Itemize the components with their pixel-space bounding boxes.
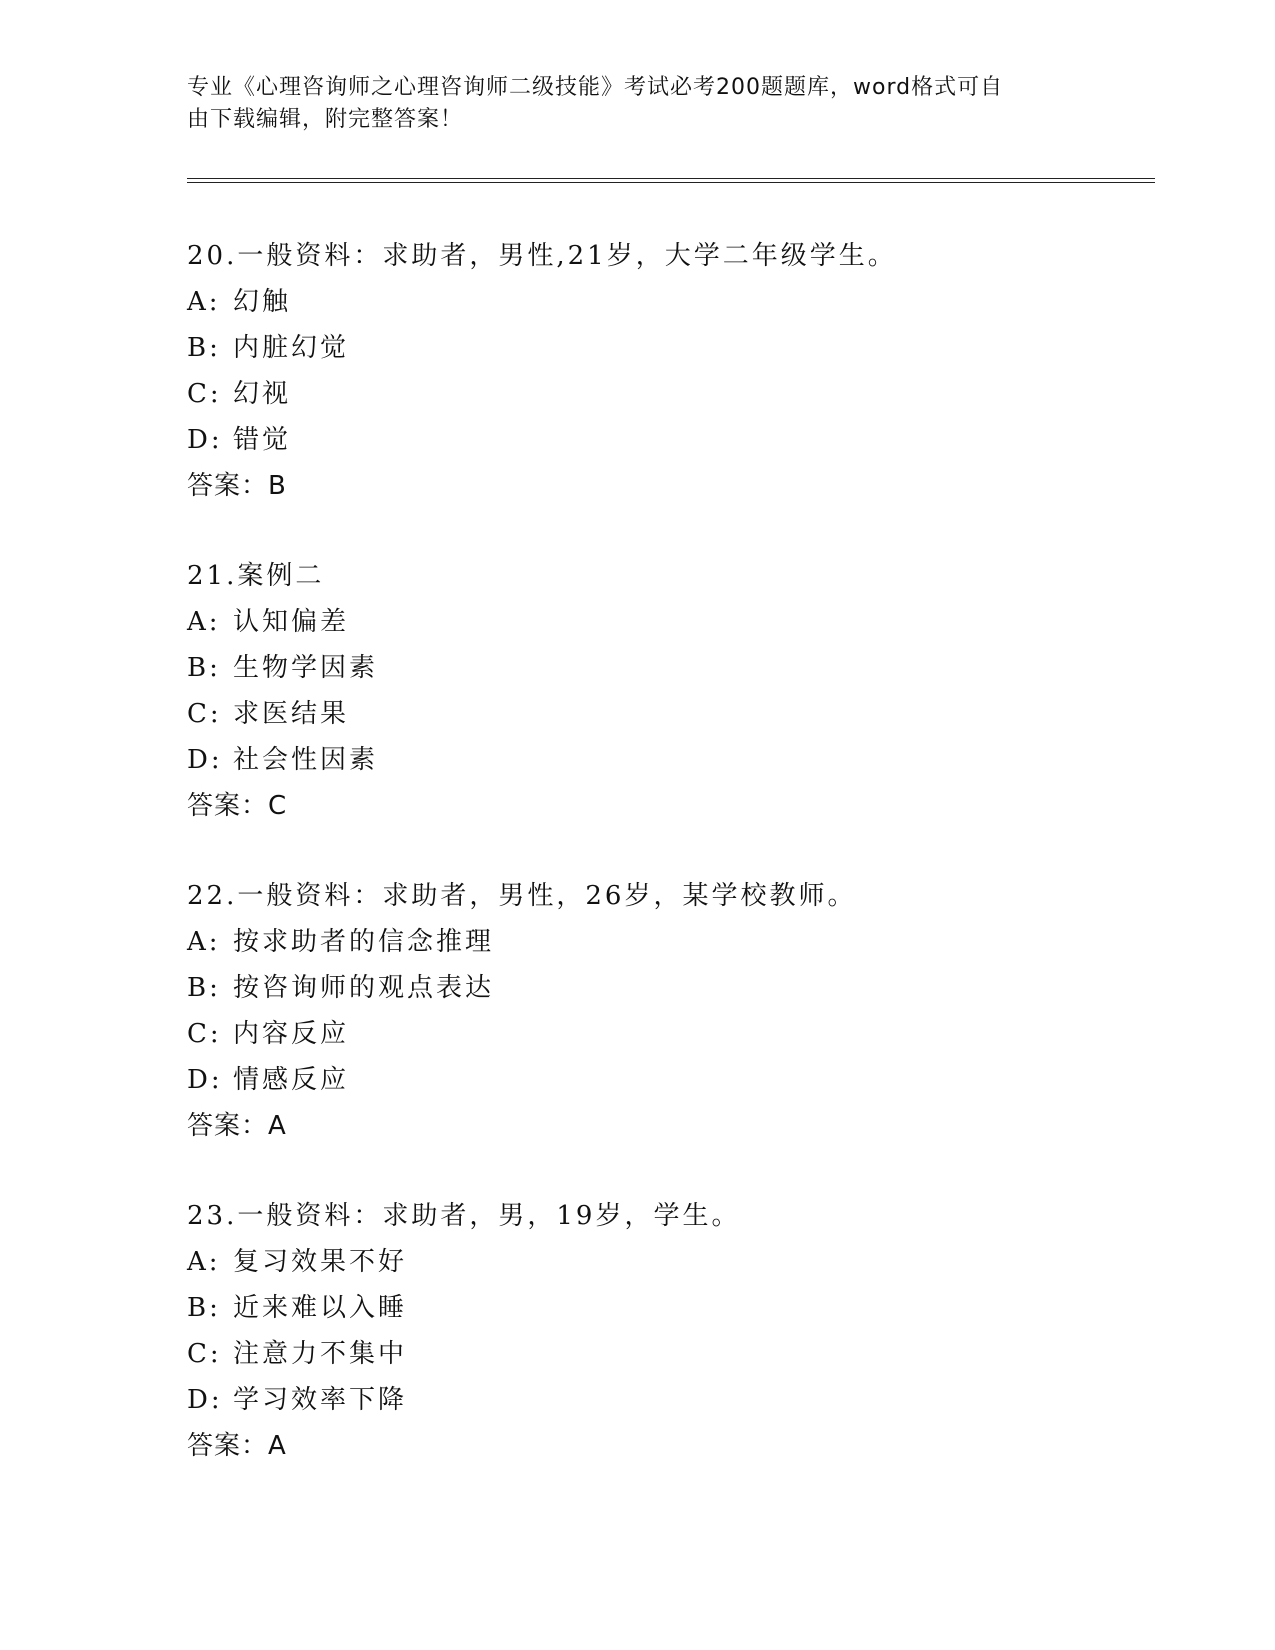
option-text: 认知偏差 <box>233 607 350 637</box>
option-text: 情感反应 <box>233 1065 350 1095</box>
question-number: 21. <box>187 561 238 591</box>
option-key: C: <box>187 1339 222 1369</box>
question-text: 一般资料：求助者，男性,21岁，大学二年级学生。 <box>237 241 897 271</box>
header-line-1: 专业《心理咨询师之心理咨询师二级技能》考试必考200题题库，word格式可自 <box>187 75 1004 100</box>
question-text: 一般资料：求助者，男，19岁，学生。 <box>237 1201 741 1231</box>
option-c <box>187 371 1147 417</box>
option-c <box>187 691 1147 737</box>
answer: 答案：A <box>187 1111 287 1141</box>
answer: 答案：A <box>187 1431 287 1461</box>
option-key: A: <box>187 287 221 317</box>
option-a <box>187 599 1147 645</box>
option-key: D: <box>187 425 223 455</box>
option-c <box>187 1011 1147 1057</box>
option-d <box>187 1057 1147 1103</box>
option-text: 内容反应 <box>233 1019 350 1049</box>
option-key: B: <box>187 653 221 683</box>
question-stem <box>187 1193 1147 1239</box>
option-a <box>187 919 1147 965</box>
option-text: 复习效果不好 <box>233 1247 408 1277</box>
option-key: B: <box>187 333 221 363</box>
question-text: 一般资料：求助者，男性，26岁，某学校教师。 <box>237 881 857 911</box>
header-line-2: 由下载编辑，附完整答案！ <box>187 107 464 132</box>
header-divider-bottom <box>187 182 1155 183</box>
option-b <box>187 965 1147 1011</box>
option-text: 生物学因素 <box>233 653 379 683</box>
option-text: 求医结果 <box>233 699 350 729</box>
header-divider-top <box>187 178 1155 179</box>
option-key: C: <box>187 379 222 409</box>
option-d <box>187 737 1147 783</box>
question-text: 案例二 <box>237 561 325 591</box>
answer: 答案：C <box>187 791 288 821</box>
option-key: A: <box>187 1247 221 1277</box>
question-number: 22. <box>187 881 238 911</box>
option-text: 按求助者的信念推理 <box>233 927 495 957</box>
option-key: A: <box>187 927 221 957</box>
option-d <box>187 1377 1147 1423</box>
question-number: 20. <box>187 241 238 271</box>
question-stem <box>187 873 1147 919</box>
option-text: 注意力不集中 <box>233 1339 408 1369</box>
option-key: B: <box>187 973 221 1003</box>
option-text: 幻触 <box>233 287 292 317</box>
option-b <box>187 1285 1147 1331</box>
question-stem <box>187 553 1147 599</box>
question-20 <box>187 233 1147 509</box>
option-key: A: <box>187 607 221 637</box>
question-22 <box>187 873 1147 1149</box>
option-b <box>187 645 1147 691</box>
option-text: 错觉 <box>233 425 292 455</box>
option-a <box>187 1239 1147 1285</box>
option-c <box>187 1331 1147 1377</box>
option-text: 按咨询师的观点表达 <box>233 973 495 1003</box>
option-key: D: <box>187 1065 223 1095</box>
option-key: B: <box>187 1293 221 1323</box>
document-header <box>187 72 1077 136</box>
option-b <box>187 325 1147 371</box>
question-21 <box>187 553 1147 829</box>
option-text: 学习效率下降 <box>233 1385 408 1415</box>
option-a <box>187 279 1147 325</box>
option-text: 幻视 <box>233 379 292 409</box>
option-d <box>187 417 1147 463</box>
question-stem <box>187 233 1147 279</box>
question-23 <box>187 1193 1147 1469</box>
answer: 答案：B <box>187 471 287 501</box>
option-text: 内脏幻觉 <box>233 333 350 363</box>
option-key: C: <box>187 1019 222 1049</box>
option-text: 近来难以入睡 <box>233 1293 408 1323</box>
option-key: D: <box>187 1385 223 1415</box>
question-number: 23. <box>187 1201 238 1231</box>
option-key: C: <box>187 699 222 729</box>
option-key: D: <box>187 745 223 775</box>
option-text: 社会性因素 <box>233 745 379 775</box>
